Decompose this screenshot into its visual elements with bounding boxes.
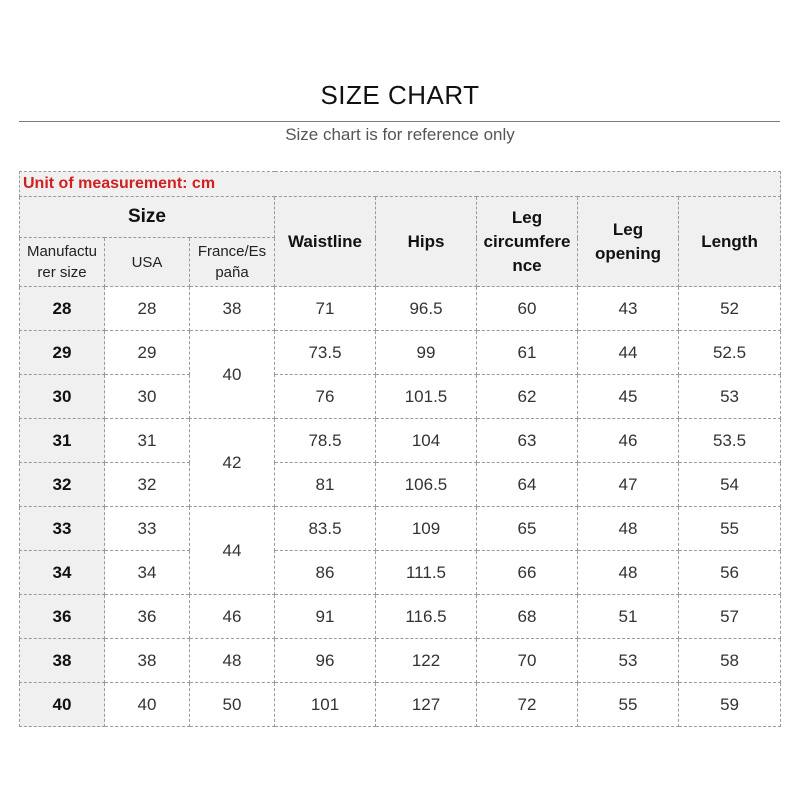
usa-size-cell: 34 xyxy=(105,551,190,595)
usa-size-cell: 40 xyxy=(105,683,190,727)
hips-cell: 101.5 xyxy=(376,375,477,419)
table-row xyxy=(20,463,781,507)
hips-cell: 109 xyxy=(376,507,477,551)
table-row xyxy=(20,287,781,331)
waistline-cell: 73.5 xyxy=(275,331,376,375)
manufacturer-size-cell: 36 xyxy=(20,595,105,639)
hips-header: Hips xyxy=(376,197,477,287)
france-spain-size-cell: 40 xyxy=(190,331,275,419)
length-cell: 57 xyxy=(679,595,781,639)
waistline-cell: 78.5 xyxy=(275,419,376,463)
table-row xyxy=(20,375,781,419)
table-row xyxy=(20,419,781,463)
title-divider xyxy=(19,121,780,122)
usa-size-cell: 33 xyxy=(105,507,190,551)
manufacturer-size-cell: 33 xyxy=(20,507,105,551)
table-row xyxy=(20,639,781,683)
leg-circumference-cell: 64 xyxy=(477,463,578,507)
hips-cell: 96.5 xyxy=(376,287,477,331)
leg-circumference-cell: 66 xyxy=(477,551,578,595)
france-spain-size-cell: 42 xyxy=(190,419,275,507)
leg-circumference-cell: 72 xyxy=(477,683,578,727)
hips-cell: 106.5 xyxy=(376,463,477,507)
leg-opening-cell: 47 xyxy=(578,463,679,507)
leg-opening-cell: 55 xyxy=(578,683,679,727)
leg-opening-cell: 44 xyxy=(578,331,679,375)
leg-opening-cell: 45 xyxy=(578,375,679,419)
hips-cell: 99 xyxy=(376,331,477,375)
manufacturer-size-cell: 40 xyxy=(20,683,105,727)
manufacturer-size-cell: 31 xyxy=(20,419,105,463)
leg-opening-cell: 48 xyxy=(578,507,679,551)
usa-size-cell: 38 xyxy=(105,639,190,683)
table-row xyxy=(20,331,781,375)
hips-cell: 127 xyxy=(376,683,477,727)
waistline-cell: 91 xyxy=(275,595,376,639)
leg-opening-cell: 48 xyxy=(578,551,679,595)
leg-opening-cell: 53 xyxy=(578,639,679,683)
france-spain-size-cell: 44 xyxy=(190,507,275,595)
france-spain-size-header: France/Es paña xyxy=(190,238,275,287)
leg-circumference-cell: 60 xyxy=(477,287,578,331)
leg-opening-header: Leg opening xyxy=(578,197,679,287)
length-cell: 56 xyxy=(679,551,781,595)
leg-circumference-cell: 70 xyxy=(477,639,578,683)
leg-circumference-cell: 61 xyxy=(477,331,578,375)
page-subtitle: Size chart is for reference only xyxy=(285,125,515,144)
length-cell: 52.5 xyxy=(679,331,781,375)
length-cell: 58 xyxy=(679,639,781,683)
usa-size-cell: 31 xyxy=(105,419,190,463)
usa-size-cell: 36 xyxy=(105,595,190,639)
hips-cell: 116.5 xyxy=(376,595,477,639)
usa-size-cell: 29 xyxy=(105,331,190,375)
waistline-cell: 86 xyxy=(275,551,376,595)
table-row xyxy=(20,595,781,639)
hips-cell: 104 xyxy=(376,419,477,463)
leg-circumference-cell: 62 xyxy=(477,375,578,419)
table-row xyxy=(20,551,781,595)
usa-size-cell: 32 xyxy=(105,463,190,507)
france-spain-size-cell: 38 xyxy=(190,287,275,331)
waistline-cell: 101 xyxy=(275,683,376,727)
usa-size-cell: 28 xyxy=(105,287,190,331)
length-cell: 55 xyxy=(679,507,781,551)
france-spain-size-cell: 50 xyxy=(190,683,275,727)
leg-circumference-header: Leg circumfere nce xyxy=(477,197,578,287)
waistline-cell: 71 xyxy=(275,287,376,331)
unit-of-measurement-label: Unit of measurement: cm xyxy=(20,172,781,197)
france-spain-size-cell: 46 xyxy=(190,595,275,639)
waistline-cell: 81 xyxy=(275,463,376,507)
manufacturer-size-cell: 32 xyxy=(20,463,105,507)
usa-size-cell: 30 xyxy=(105,375,190,419)
length-cell: 54 xyxy=(679,463,781,507)
size-chart-table xyxy=(19,171,781,727)
leg-opening-cell: 43 xyxy=(578,287,679,331)
hips-cell: 111.5 xyxy=(376,551,477,595)
manufacturer-size-header: Manufactu rer size xyxy=(20,238,105,287)
leg-opening-cell: 46 xyxy=(578,419,679,463)
waistline-cell: 96 xyxy=(275,639,376,683)
leg-circumference-cell: 63 xyxy=(477,419,578,463)
manufacturer-size-cell: 30 xyxy=(20,375,105,419)
manufacturer-size-cell: 38 xyxy=(20,639,105,683)
manufacturer-size-cell: 34 xyxy=(20,551,105,595)
leg-circumference-cell: 68 xyxy=(477,595,578,639)
length-header: Length xyxy=(679,197,781,287)
table-row xyxy=(20,683,781,727)
hips-cell: 122 xyxy=(376,639,477,683)
length-cell: 53.5 xyxy=(679,419,781,463)
waistline-cell: 83.5 xyxy=(275,507,376,551)
page-title: SIZE CHART xyxy=(320,80,480,110)
length-cell: 53 xyxy=(679,375,781,419)
leg-opening-cell: 51 xyxy=(578,595,679,639)
waistline-cell: 76 xyxy=(275,375,376,419)
usa-size-header: USA xyxy=(105,238,190,287)
leg-circumference-cell: 65 xyxy=(477,507,578,551)
size-group-header: Size xyxy=(20,197,275,238)
length-cell: 59 xyxy=(679,683,781,727)
table-row xyxy=(20,507,781,551)
waistline-header: Waistline xyxy=(275,197,376,287)
france-spain-size-cell: 48 xyxy=(190,639,275,683)
length-cell: 52 xyxy=(679,287,781,331)
manufacturer-size-cell: 28 xyxy=(20,287,105,331)
manufacturer-size-cell: 29 xyxy=(20,331,105,375)
